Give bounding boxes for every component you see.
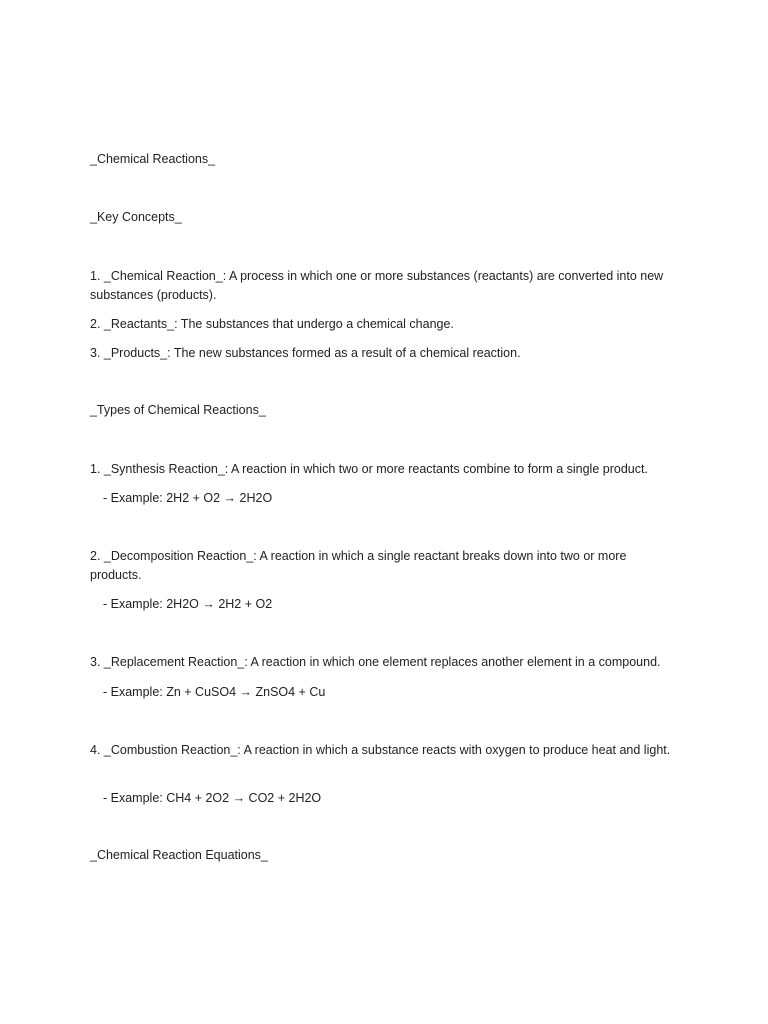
reaction-type-example: - Example: 2H2O → 2H2 + O2 bbox=[103, 597, 273, 611]
reaction-type-definition: 1. _Synthesis Reaction_: A reaction in which two or more reactants combine to form a single product. bbox=[90, 462, 648, 476]
key-concepts-heading: _Key Concepts_ bbox=[90, 210, 182, 224]
reaction-type-definition: 3. _Replacement Reaction_: A reaction in which one element replaces another element in a compound. bbox=[90, 655, 661, 669]
reaction-type-example: - Example: CH4 + 2O2 → CO2 + 2H2O bbox=[103, 791, 322, 805]
key-concept-item: 1. _Chemical Reaction_: A process in which one or more substances (reactants) are converted into new substances (products). bbox=[90, 269, 664, 302]
key-concept-item: 2. _Reactants_: The substances that undergo a chemical change. bbox=[90, 317, 454, 331]
reaction-type-example: - Example: 2H2 + O2 → 2H2O bbox=[103, 491, 273, 505]
reaction-type-definition: 4. _Combustion Reaction_: A reaction in which a substance reacts with oxygen to produce heat and light. bbox=[90, 743, 671, 757]
reaction-type-example: - Example: Zn + CuSO4 → ZnSO4 + Cu bbox=[103, 685, 326, 699]
reaction-type-definition: 2. _Decomposition Reaction_: A reaction in which a single reactant breaks down into two or more products. bbox=[90, 549, 627, 582]
equations-heading: _Chemical Reaction Equations_ bbox=[90, 848, 268, 862]
key-concept-item: 3. _Products_: The new substances formed as a result of a chemical reaction. bbox=[90, 346, 521, 360]
types-heading: _Types of Chemical Reactions_ bbox=[90, 403, 266, 417]
document-title: _Chemical Reactions_ bbox=[90, 152, 216, 166]
